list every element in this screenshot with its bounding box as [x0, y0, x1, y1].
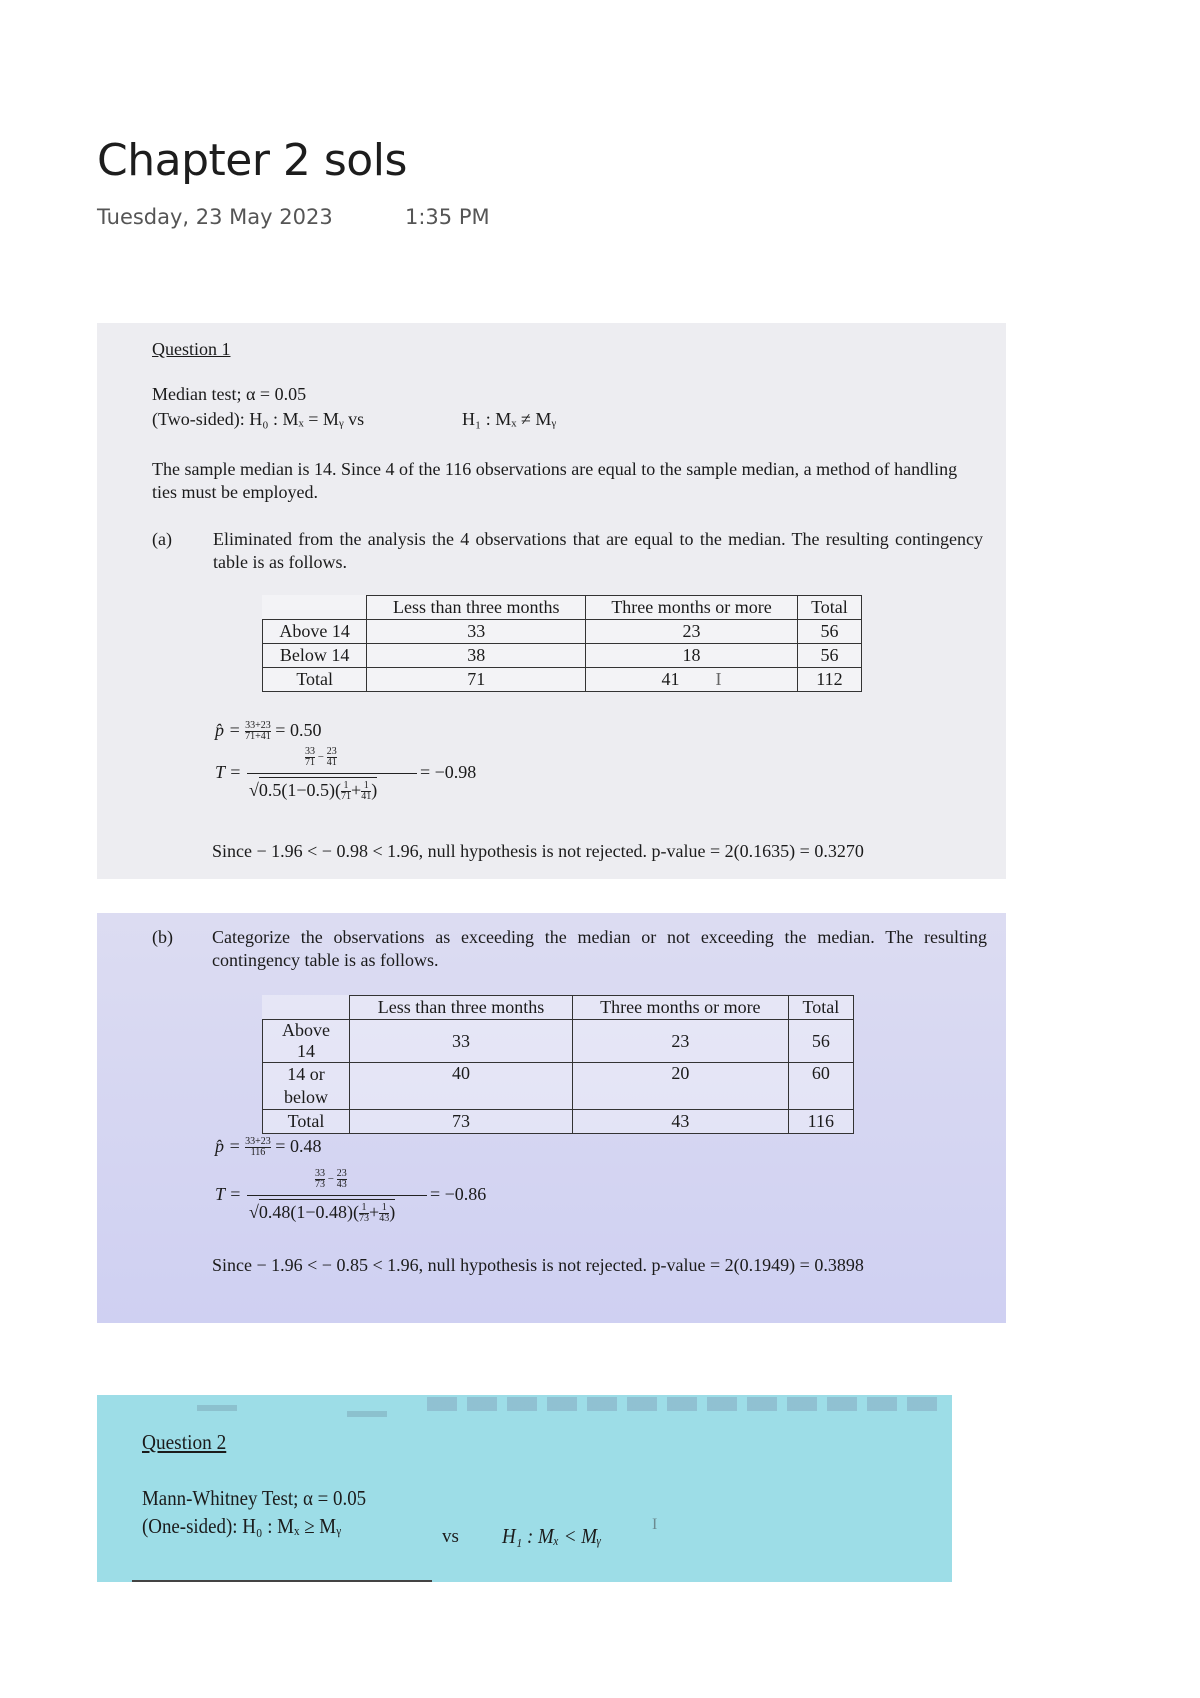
horizontal-rule: [132, 1580, 432, 1582]
note-date: Tuesday, 23 May 2023: [97, 205, 333, 229]
q1b-contingency-table: [262, 995, 854, 1134]
pasted-image-question-2: [97, 1395, 952, 1582]
q2-alt-hypothesis: H₁ : Mₓ < Mᵧ: [502, 1524, 602, 1548]
t-denominator: √0.5(1−0.5)( $\frac{1}{71}$ + $\frac{1}{41}$ ): [249, 777, 377, 802]
text-cursor-icon: I: [652, 1516, 658, 1533]
t-rhs: = −0.86: [430, 1184, 487, 1204]
table-header-row: [263, 996, 854, 1020]
phat-fraction: [245, 721, 271, 742]
table-cell: [586, 668, 798, 692]
q2-line1: Mann-Whitney Test; α = 0.05: [142, 1486, 367, 1510]
table-cell: 116: [788, 1110, 853, 1134]
table-header-cell: Three months or more: [572, 996, 788, 1020]
frac-num: 1: [379, 1203, 389, 1214]
minus: −: [317, 751, 324, 764]
frac-den: 41: [326, 757, 337, 768]
q1b-phat-formula: [215, 1135, 321, 1158]
q1-part-a-text: Eliminated from the analysis the 4 observations that are equal to the median. The resulting contingency table is as follows.: [213, 529, 983, 572]
table-cell: 23: [572, 1020, 788, 1063]
frac-num: 23: [336, 1168, 347, 1179]
plus: +: [369, 1202, 380, 1222]
table-row: [263, 668, 862, 692]
t-lhs: T =: [215, 762, 242, 782]
ribbon-font-icon: [197, 1405, 237, 1411]
table-cell: 18: [586, 644, 798, 668]
q1-conclusion: Since − 1.96 < − 0.98 < 1.96, null hypothesis is not rejected. p-value = 2(0.1635) = 0.3270: [212, 841, 864, 861]
phat-fraction: [245, 1137, 271, 1158]
phat-lhs: p̂ =: [215, 1136, 241, 1156]
table-row: [263, 1063, 854, 1110]
pasted-image-question-1: [97, 323, 1006, 879]
table-cell: 43: [572, 1110, 788, 1134]
table-row: [263, 644, 862, 668]
plus: +: [351, 780, 362, 800]
frac-den: 41: [361, 791, 372, 803]
table-header-cell: Less than three months: [350, 996, 573, 1020]
note-time: 1:35 PM: [405, 205, 490, 229]
table-cell: 71: [367, 668, 586, 692]
fraction-bar: [247, 1195, 427, 1196]
q1-part-a-label: (a): [152, 529, 172, 549]
table-header-row: [263, 596, 862, 620]
t-rhs: = −0.98: [420, 762, 477, 782]
frac-num: 33: [315, 1168, 325, 1179]
t-numerator: [315, 1169, 347, 1190]
frac-num: 23: [326, 746, 337, 757]
q2-heading: Question 2: [142, 1430, 227, 1454]
table-row-label: Above 14: [263, 620, 367, 644]
q1-intro: The sample median is 14. Since 4 of the 116 observations are equal to the sample median, a method of handling ties must be employed.: [152, 459, 958, 502]
q1b-conclusion: Since − 1.96 < − 0.85 < 1.96, null hypothesis is not rejected. p-value = 2(0.1949) = 0.3898: [212, 1255, 864, 1275]
frac-den: 43: [336, 1179, 347, 1190]
t-lhs: T =: [215, 1184, 242, 1204]
table-row: [263, 620, 862, 644]
table-cell: 23: [586, 620, 798, 644]
table-cell: 60: [788, 1063, 853, 1110]
frac-den: 71+41: [245, 731, 271, 743]
close-paren: ): [389, 1202, 396, 1222]
ribbon-paragraph-icon: [347, 1411, 387, 1417]
frac-den: 73: [359, 1213, 370, 1225]
table-row-label: Total: [263, 668, 367, 692]
frac-num: 1: [341, 781, 351, 792]
frac-den: 73: [315, 1179, 325, 1190]
frac-den: 116: [250, 1147, 266, 1159]
q1-null-hypothesis: (Two-sided): H₀ : Mₓ = Mᵧ vs: [152, 409, 365, 429]
table-row-label: Below 14: [263, 644, 367, 668]
table-cell: 33: [367, 620, 586, 644]
table-header-cell: Total: [797, 596, 861, 620]
table-row-label: Total: [263, 1110, 350, 1134]
q1-phat-formula: [215, 719, 321, 742]
q1-contingency-table: [262, 595, 862, 692]
text-cursor-icon: I: [715, 669, 722, 689]
minus: −: [327, 1173, 334, 1186]
q2-vs: vs: [442, 1526, 459, 1547]
table-cell: 73: [350, 1110, 573, 1134]
t-denominator: √0.48(1−0.48)( $\frac{1}{73}$ + $\frac{1}{43}$ ): [249, 1199, 395, 1224]
q1b-part-b-text: Categorize the observations as exceeding the median or not exceeding the median. The resulting contingency table is as follows.: [212, 927, 987, 970]
phat-rhs: = 0.48: [275, 1136, 322, 1156]
frac-num: 33+23: [245, 720, 271, 732]
frac-num: 1: [359, 1203, 369, 1214]
frac-den: 43: [379, 1213, 390, 1225]
q2-null-hypothesis: (One-sided): H₀ : Mₓ ≥ Mᵧ: [142, 1514, 342, 1538]
fraction-bar: [247, 773, 417, 774]
table-header-cell: Total: [788, 996, 853, 1020]
table-cell: 56: [797, 644, 861, 668]
phat-lhs: p̂ =: [215, 720, 241, 740]
table-row-label: 14 or below: [263, 1063, 350, 1110]
word-ribbon-fragment: [97, 1395, 952, 1425]
table-cell: 112: [797, 668, 861, 692]
table-row: [263, 1110, 854, 1134]
root-text: 0.48(1−0.48)(: [258, 1202, 360, 1222]
table-row: [263, 1020, 854, 1063]
table-cell-value: 41: [661, 669, 680, 689]
pasted-image-question-1b: [97, 913, 1006, 1323]
table-cell: 38: [367, 644, 586, 668]
frac-den: 71: [305, 757, 315, 768]
close-paren: ): [371, 780, 378, 800]
table-cell: 20: [572, 1063, 788, 1110]
table-cell: 56: [788, 1020, 853, 1063]
t-numerator: [305, 747, 337, 768]
table-header-cell: Less than three months: [367, 596, 586, 620]
q1-alt-hypothesis: H₁ : Mₓ ≠ Mᵧ: [462, 409, 557, 429]
table-header-cell: Three months or more: [586, 596, 798, 620]
table-header-cell: [263, 596, 367, 620]
phat-rhs: = 0.50: [275, 720, 322, 740]
ribbon-styles-icon: [427, 1397, 947, 1411]
frac-num: 33: [305, 746, 315, 757]
q1b-part-b-label: (b): [152, 927, 173, 947]
page-title: Chapter 2 sols: [97, 135, 407, 186]
table-cell: 40: [350, 1063, 573, 1110]
q1-line1: Median test; α = 0.05: [152, 384, 307, 404]
frac-den: 71: [341, 791, 352, 803]
table-row-label: Above 14: [263, 1020, 350, 1063]
frac-num: 1: [361, 781, 371, 792]
frac-num: 33+23: [245, 1136, 271, 1148]
root-text: 0.5(1−0.5)(: [258, 780, 342, 800]
q1-heading: Question 1: [152, 339, 231, 359]
table-cell: 56: [797, 620, 861, 644]
table-header-cell: [263, 996, 350, 1020]
table-cell: 33: [350, 1020, 573, 1063]
